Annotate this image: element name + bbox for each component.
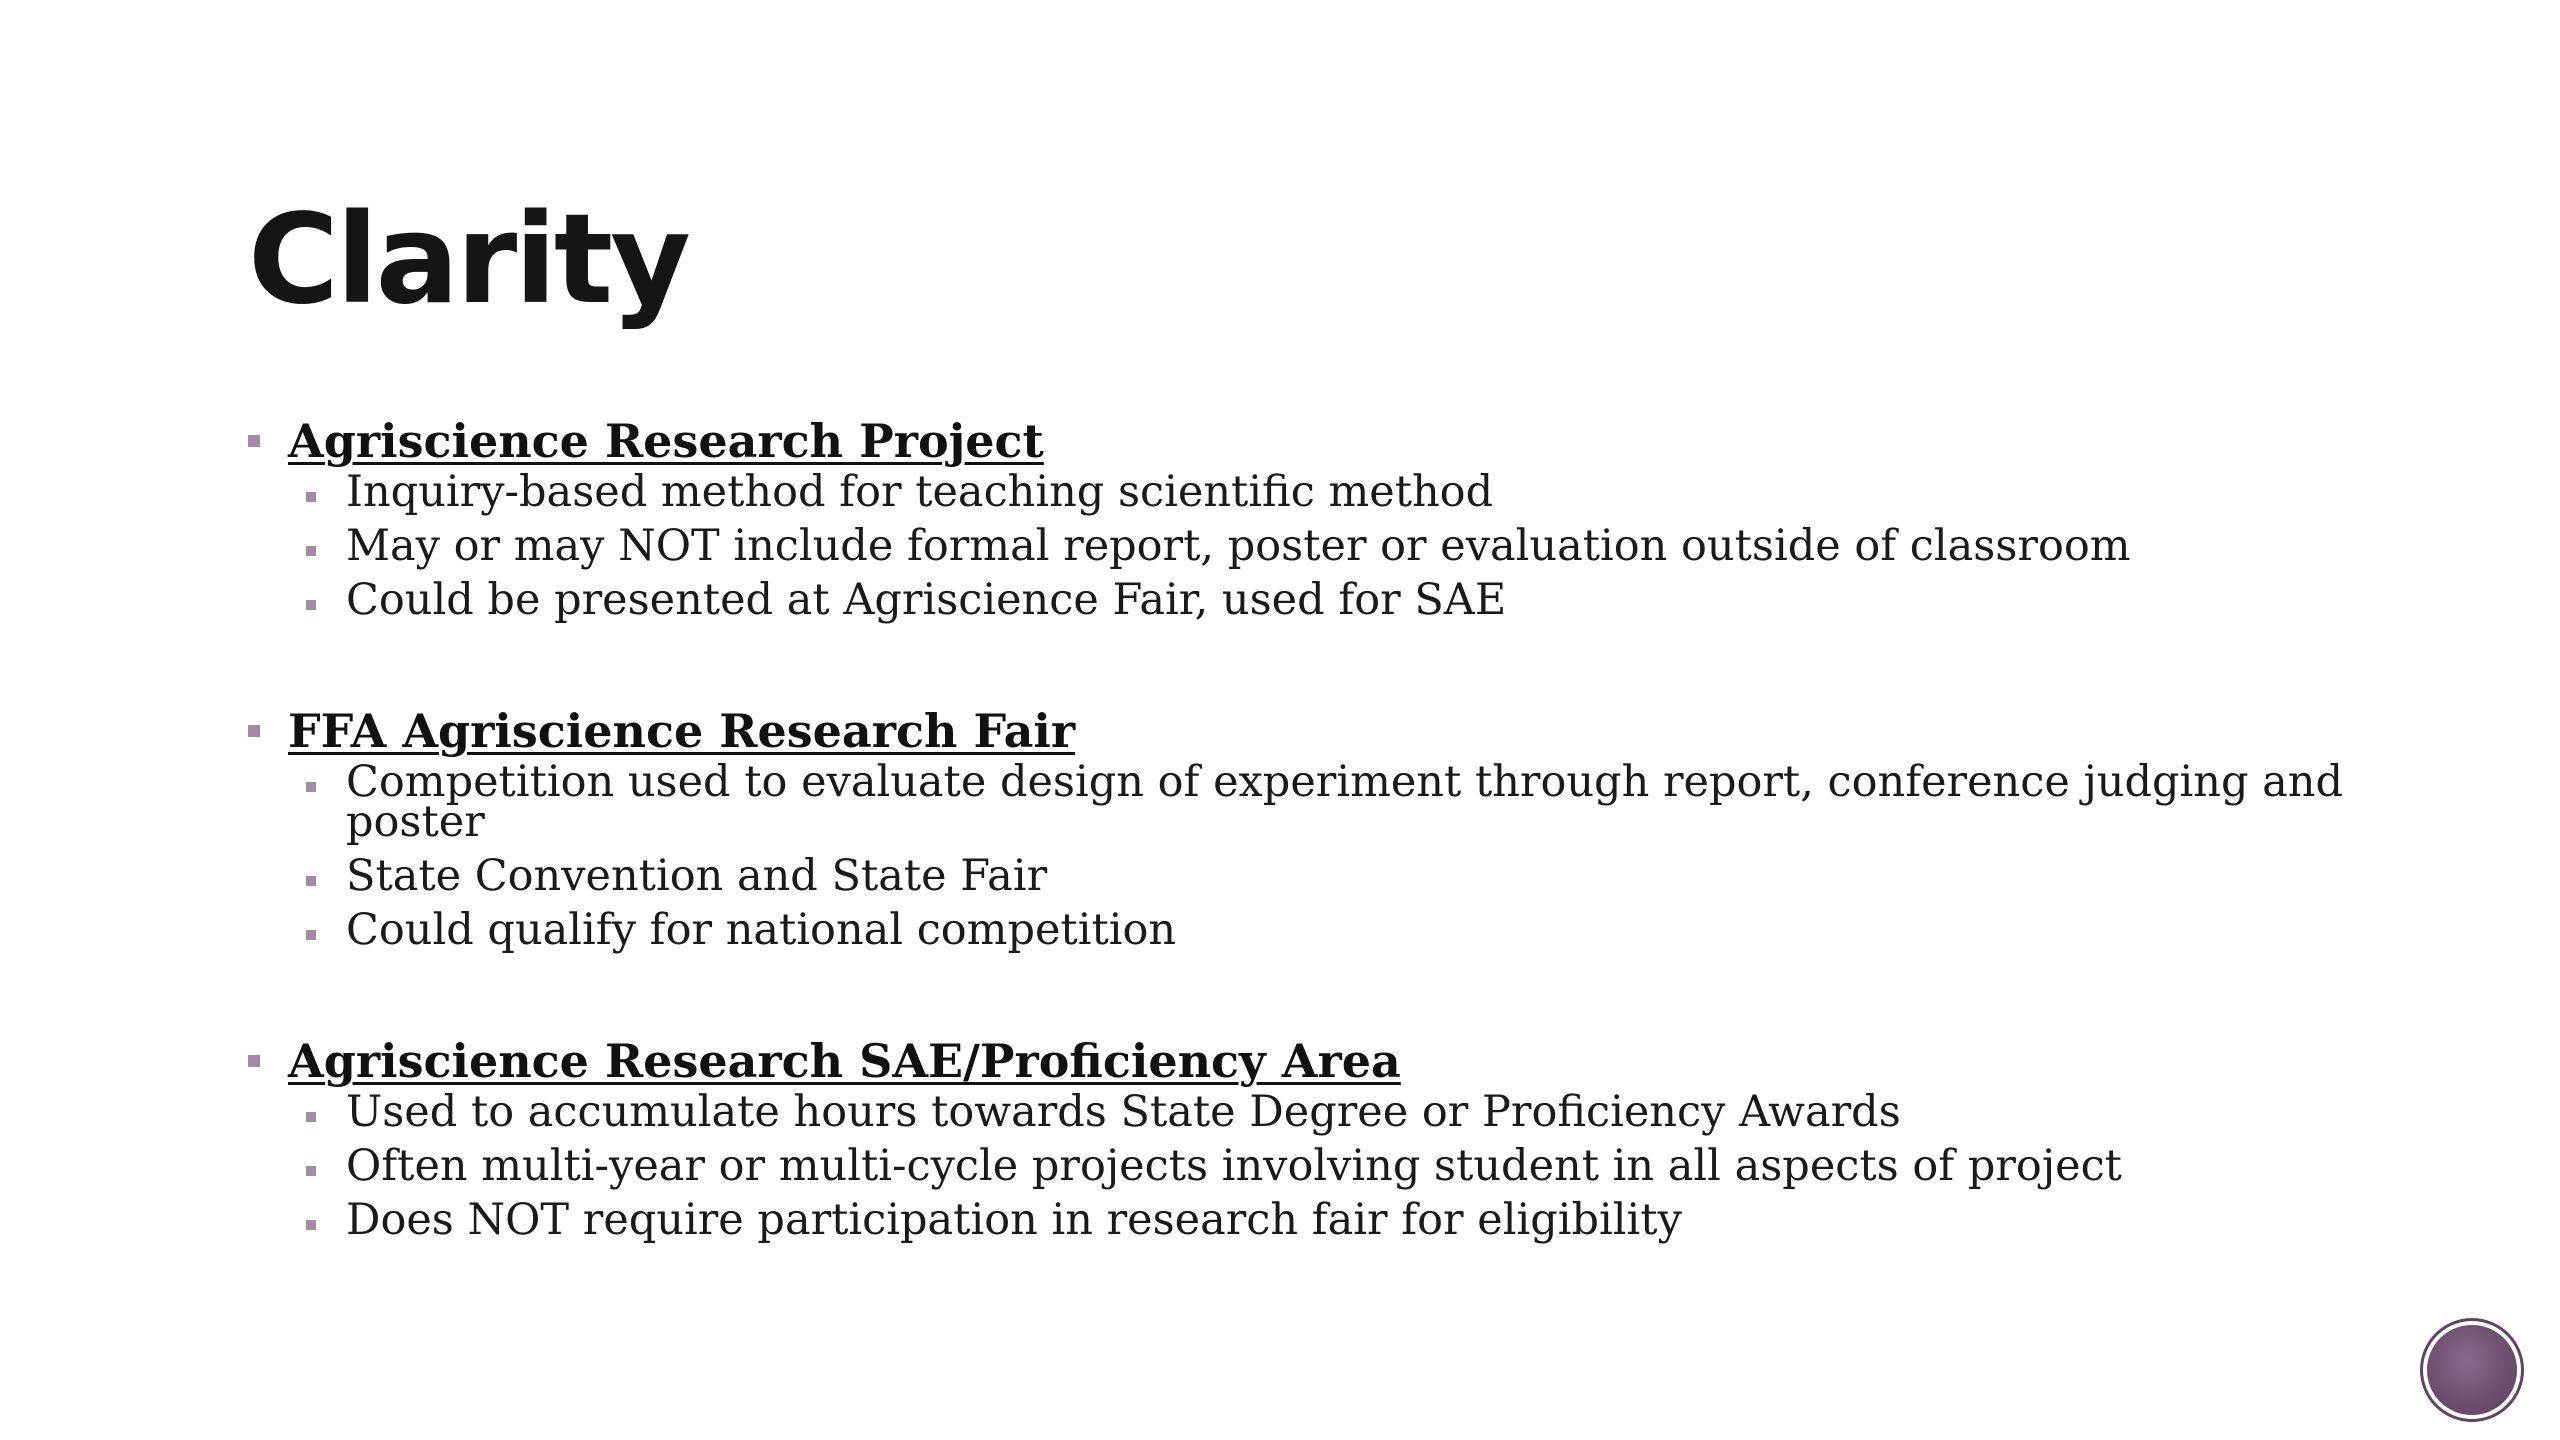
square-bullet-icon	[306, 1220, 316, 1230]
square-bullet-icon	[306, 876, 316, 886]
square-bullet-icon	[306, 1166, 316, 1176]
section-heading-row	[248, 700, 2408, 762]
square-bullet-icon	[306, 600, 316, 610]
list-item	[306, 1087, 2408, 1137]
list-item	[306, 851, 2408, 901]
list-item-text: Competition used to evaluate design of experiment through report, conference judging and poster	[346, 757, 2344, 847]
list-item	[306, 905, 2408, 955]
square-bullet-icon	[306, 782, 316, 792]
list-item	[306, 575, 2408, 625]
list-item-text: Could qualify for national competition	[346, 905, 1177, 955]
square-bullet-icon	[248, 435, 260, 447]
section-agriscience-research-sae	[248, 1030, 2408, 1245]
list-item	[306, 521, 2408, 571]
section-heading: Agriscience Research SAE/Proficiency Area	[288, 1034, 1401, 1088]
section-heading: FFA Agriscience Research Fair	[288, 704, 1076, 758]
list-item-text: Could be presented at Agriscience Fair, used for SAE	[346, 575, 1507, 625]
section-ffa-agriscience-research-fair	[248, 700, 2408, 955]
list-item	[306, 757, 2408, 847]
square-bullet-icon	[306, 930, 316, 940]
list-item-text: May or may NOT include formal report, poster or evaluation outside of classroom	[346, 521, 2131, 571]
sub-bullet-list	[248, 757, 2408, 955]
slide-nav-circle-icon[interactable]	[2427, 1325, 2517, 1415]
sub-bullet-list	[248, 467, 2408, 625]
list-item-text: Does NOT require participation in research fair for eligibility	[346, 1195, 1682, 1245]
list-item	[306, 1141, 2408, 1191]
section-heading-row	[248, 410, 2408, 472]
square-bullet-icon	[248, 1055, 260, 1067]
square-bullet-icon	[248, 725, 260, 737]
list-item-text: Inquiry-based method for teaching scientific method	[346, 467, 1494, 517]
list-item-text: State Convention and State Fair	[346, 851, 1048, 901]
square-bullet-icon	[306, 492, 316, 502]
sub-bullet-list	[248, 1087, 2408, 1245]
list-item-text: Used to accumulate hours towards State Degree or Proficiency Awards	[346, 1087, 1901, 1137]
square-bullet-icon	[306, 546, 316, 556]
list-item-text: Often multi-year or multi-cycle projects involving student in all aspects of project	[346, 1141, 2122, 1191]
slide-title: Clarity	[248, 188, 688, 332]
section-heading: Agriscience Research Project	[288, 414, 1044, 468]
slide-body	[248, 410, 2408, 1254]
list-item	[306, 1195, 2408, 1245]
list-item	[306, 467, 2408, 517]
section-agriscience-research-project	[248, 410, 2408, 625]
section-heading-row	[248, 1030, 2408, 1092]
square-bullet-icon	[306, 1112, 316, 1122]
